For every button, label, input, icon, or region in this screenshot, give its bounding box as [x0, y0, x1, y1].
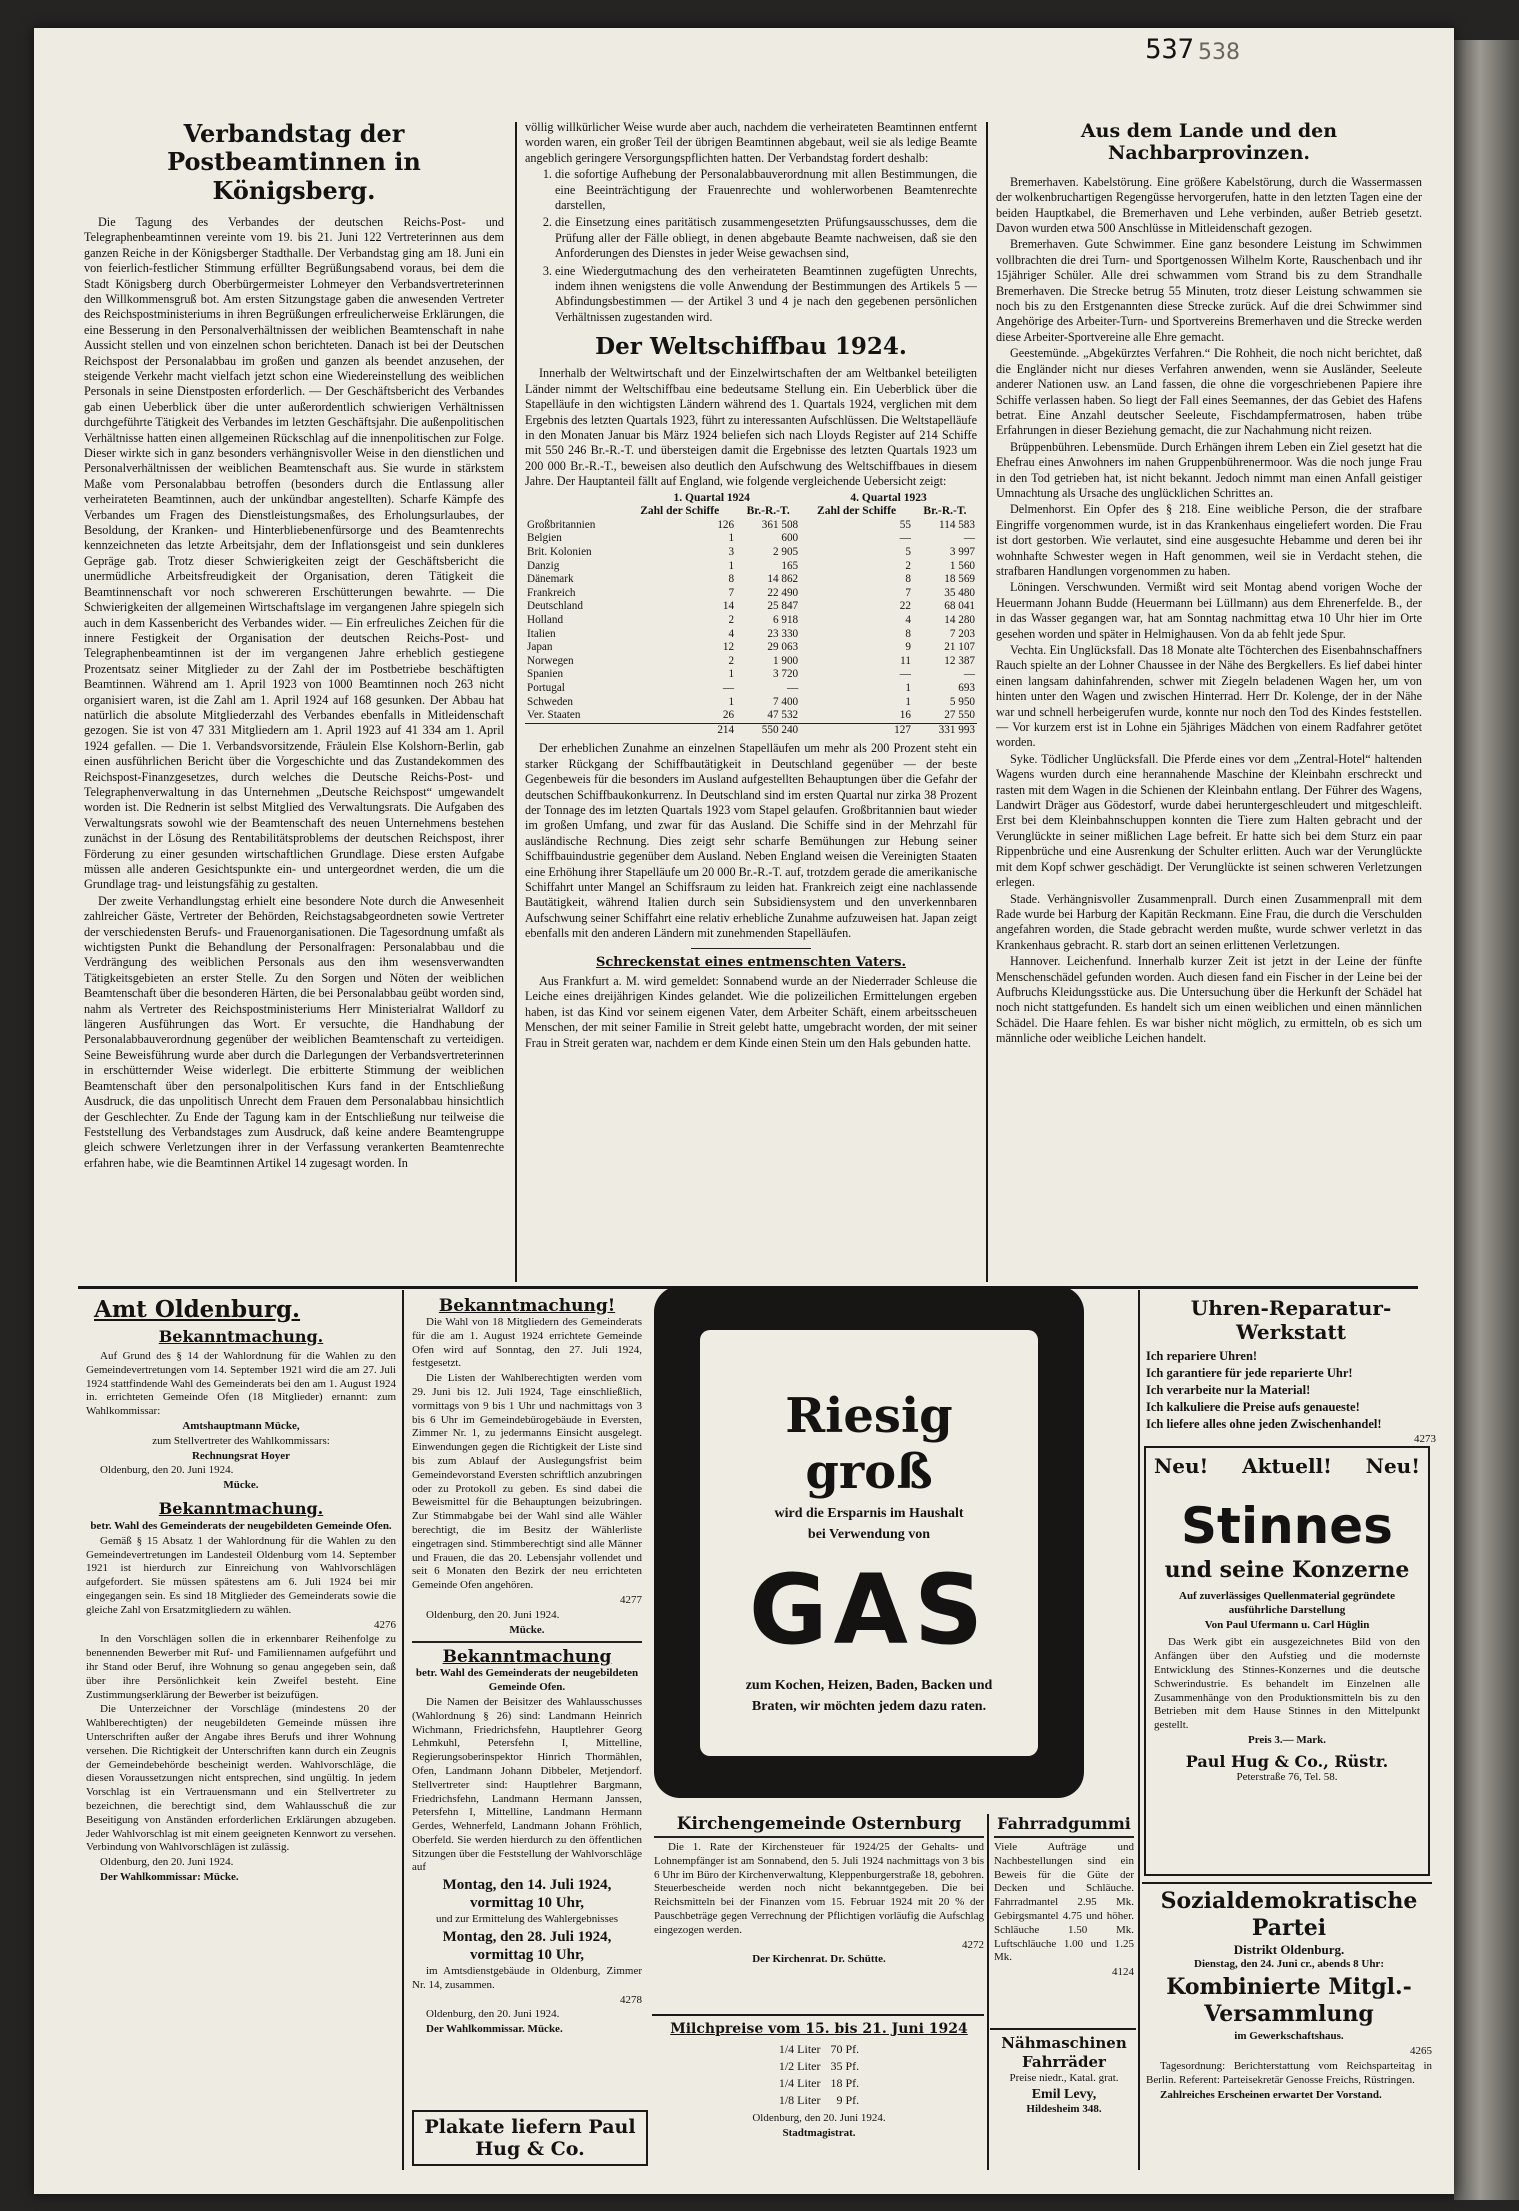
amt-b1-text: Auf Grund des § 14 der Wahlordnung für die Wahlen zu den Gemeindevertretungen vom 14. September 1921 wird die am 27. Juli 1924 stattfindende Wahl des Gemeinderats bei den am 1. August 1924 in. errichteten Gemeinde Ofen (18 Mitglieder) ernannt: zum Wahlkommissar: [86, 1350, 396, 1418]
milch-ad [654, 2020, 984, 2170]
right-article-paragraph: Delmenhorst. Ein Opfer des § 218. Eine weibliche Person, die der strafbare Eingriffe vorgenommen wurde, ist in das Krankenhaus eingeliefert worden. Die Frau ist dort gestorben. Wie verlautet, sind eine ausgesuchte Hebamme und deren bei ihr wohnhafte Schwester wegen in Haft genommen, weil sie in Verdacht stehen, die strafbaren Handlungen vorgenommen zu haben. [996, 502, 1422, 578]
stinnes-neu: Neu! [1365, 1454, 1420, 1478]
stinnes-authors: Von Paul Ufermann u. Carl Hüglin [1204, 1618, 1370, 1631]
table-cell: 22 [899, 600, 911, 613]
table-cell: 25 847 [767, 600, 799, 613]
right-article-paragraph: Hannover. Leichenfund. Innerhalb kurzer Zeit ist jetzt in der Leine der fünfte Menschenschädel gefunden worden. Auch diesen fand ein Fischer in der Leine bei der Aufbruchs Kleidungsstücke aus. Die Untersuchung über die Herkunft der Schädel hat noch nicht stattgefunden. Es handelt sich um einen weiblichen und einen männlichen Schädel. Die Haare fehlen. Es war bisher nicht möglich, zu ermitteln, ob es sich um männliche oder weibliche Leichen handelt. [996, 954, 1422, 1046]
table-cell: 8 [905, 573, 911, 586]
amt-oldenburg [86, 1296, 396, 2166]
table-cell: 18 569 [944, 573, 975, 586]
right-article-paragraph: Syke. Tödlicher Unglücksfall. Die Pferde eines vor dem „Zentral-Hotel“ haltenden Wagens wurden durch eine herannahende Maschine der Kleinbahn erschreckt und rasten mit dem Wagen in die Schienen der Kleinbahn entlang. Der Führer des Wagens, Landwirt Dräger aus Gödestorf, wurde dabei heruntergeschleudert und mitgeschleift. Erst bei dem Kleinbahnschuppen konnten die Tiere zum Halten gebracht und der Verunglückte in seiner mißlichen Lage befreit. Er hatte sich bei dem Sturz ein paar Rippenbrüche und eine Ausrenkung der Schulter erlitten. Auch war der Verunglückte mit dem Kopf schwer geschädigt. Der Verunglückte ist seinen schweren Verletzungen erlegen. [996, 751, 1422, 890]
amt-b2-text: In den Vorschlägen sollen die in erkennbarer Reihenfolge zu benennenden Bewerber mit Ruf- und Familiennamen aufgeführt und ihr Stand oder Beruf, ihre Wohnung so genau angegeben sein, daß über ihre Persönlichkeit kein Zweifel besteht. Eine Zustimmungserklärung der Bewerber ist beizufügen. [86, 1633, 396, 1701]
fahrrad-ad [994, 1814, 1134, 2024]
gas-line: wird die Ersparnis im Haushalt [774, 1506, 964, 1521]
table-cell: Schweden [527, 695, 573, 708]
table-row [775, 2093, 863, 2108]
table-cell: 8 [905, 627, 911, 640]
bekanntmachung-column [412, 1296, 642, 2098]
notice-number: 4276 [374, 1618, 396, 1631]
naeh-name: Emil Levy, [1031, 2086, 1097, 2102]
left-article [84, 120, 504, 1277]
ship-table-col-header: Zahl der Schiffe [640, 505, 720, 518]
table-row [525, 560, 977, 574]
table-cell: 165 [781, 559, 799, 572]
right-article-paragraph: Bremerhaven. Gute Schwimmer. Eine ganz besondere Leistung im Schwimmen vollbrachten die drei Turn- und Sportgenossen Wilhelm Korte, Rauschenbach und ihr 15jähriger Schüler. Alle drei schwammen vom Strand bis zu dem Strandhalle Bremerhaven. Die Strecke betrug 55 Minuten, trotz dieser Leistung schwammen sie noch bis zu den Erstgenannten diese Strecke zurück. Auf die drei Schwimmer sind Angehörige des Arbeiter-Turn- und Sportvereins Bremerhaven und die Strecke werden diese Arbeiter-Sportvereine alle Ehre gemacht. [996, 237, 1422, 344]
table-cell: 35 Pf. [830, 2059, 860, 2073]
demand-item: 1. die sofortige Aufhebung der Personalabbauverordnung mit allen Bestimmungen, die eine Beeinträchtigung der Frauenrechte und wohlerworbenen Beamtenrechte darstellen, [555, 167, 977, 213]
table-row [525, 709, 977, 723]
left-article-paragraph: Der zweite Verhandlungstag erhielt eine besondere Note durch die Anwesenheit zahlreicher Gäste, Vertreter der Behörden, Reichstagsabgeordneten sowie Vertreter der verschiedensten Berufs- und Frauenorganisationen. Die Tagesordnung umfaßt als wichtigsten Punkt die Behandlung der Personalfragen: Personalabbau und die Verdrängung des weiblichen Personals aus den ihm wesensverwandten Tätigkeitsgebieten an erster Stelle. Zu den Sorgen und Nöten der weiblichen Beamtenschaft über die besonderen Härten, die bei Personalabbau geübt worden sind, nahm als Vertreter des Reichspostministeriums Herr Ministerialrat Walldorf zu längeren Ausführungen das Wort. Er versuchte, die Handhabung der Personalabbauverordnung gegenüber der weiblichen Beamtenschaft zu verteidigen. Seine Beweisführung wurde aber durch die Darlegungen der Verbandsvertreterinnen in erschütternder Weise widerlegt. Die erbitterte Stimmung der weiblichen Beamtenschaft über den personalpolitischen Kurs fand in der Entschließung Ausdruck, die das unpolitisch Unrecht dem Frauen dem Personalabbau hinsichtlich der Geschlechter. Zu Ende der Tagung kam in der Entschließung nur teilweise die Feststellung des Verbandstages zum Ausdruck, daß keine andere Beamtengruppe gleich schwere Verletzungen ihrer in der Verfassung verankerten Beamtenrechte erfahren habe, wie die Beamtinnen Artikel 14 zugesagt worden. In [84, 893, 504, 1170]
center-column [525, 120, 977, 1282]
table-row [525, 641, 977, 655]
bek2-date: Oldenburg, den 20. Juni 1924. [426, 1608, 560, 1621]
table-cell: 9 Pf. [836, 2093, 860, 2107]
ship-article-intro: Innerhalb der Weltwirtschaft und der Einzelwirtschaften der am Weltbankel beteiligten Länder nimmt der Weltschiffbau eine bedeutsame Stellung ein. Ein Ueberblick über die Stapelläufe in den wichtigsten Ländern während des 1. Quartals 1924, verglichen mit dem Ergebnis des letzten Quartals 1923, führt zu interessanten Aufschlüssen. Die Weltstapelläufe in den Monaten Januar bis März 1924 beliefen sich nach Lloyds Register auf 214 Schiffe mit 550 246 Br.-R.-T. und übersteigen damit die Ergebnisse des letzten Quartals 1923 um 200 000 Br.-R.-T., beweisen also deutlich den Aufschwung des Weltschiffbaues in diesem Jahre. Der Hauptanteil fällt auf England, wie folgende vergleichende Uebersicht zeigt: [525, 366, 977, 489]
table-cell: 1/8 Liter [778, 2093, 821, 2107]
bek3-title: Bekanntmachung [442, 1647, 612, 1668]
table-cell: 11 [900, 654, 911, 667]
table-cell: 2 [905, 559, 911, 572]
right-article-body [996, 175, 1422, 1047]
table-cell: 3 720 [772, 668, 799, 681]
page-number-pencil: 538 [1198, 40, 1240, 65]
left-article-paragraph: Die Tagung des Verbandes der deutschen Reichs-Post- und Telegraphenbeamtinnen vereinte vom 19. bis 21. Juni 122 Vertreterinnen aus dem ganzen Reiche in der Königsberger Stadthalle. Der Verbandstag ging am 18. Juni ein von feierlich-festlicher Stimmung erfüllter Begrüßungsabend voraus, bei dem die Stadt Königsberg durch Oberbürgermeister Lohmeyer den Verbandsvertreterinnen den Willkommensgruß bot. Am ersten Sitzungstage gaben die anwesenden Vertreter des Reichspostministeriums in ihren Begrüßungen erfreulicherweise Erklärungen, die eine Besserung in den Personalverhältnissen der weiblichen Beamtenschaft in nahe Aussicht stellen und von einzelnen schon berichteten. Danach ist bei der Deutschen Reichspost der Personalabbau im großen und ganzen als beendet anzusehen, der steigende Verkehr macht vielfach jetzt schon eine Wiedereinstellung des weiblichen Personals in seine Dienstposten erforderlich. — Der Geschäftsbericht des Verbandes gab einen Ueberblick über die unter außerordentlich schwierigen Verhältnissen durchgeführte Tätigkeit des Verbandes im letzten Geschäftsjahr. Die außenpolitischen Verhältnisse hatten einen allgemeinen Rückschlag auf die innenpolitischen zur Folge. Dieser wirkte sich in ganz besonders verhängnisvoller Weise in den dienstlichen und Personalverhältnissen der weiblichen Beamtenschaft aus. Sie wurde in stärkstem Maße vom Personalabbau betroffen (besonders durch die Entlassung aller verheirateten Beamtinnen, auch der unkündbar angestellten). Scharfe Kämpfe des Verbandes um Fragen des Dienstleistungsmaßes, des Erholungsurlaubes, der Besoldung, der Kranken- und Hinterbliebenenfürsorge und des Beamtenrechts kennzeichneten das letzte Arbeitsjahr, dem der Inflationsgeist und sein dunkleres Gepräge gab. Trotz dieser Schwierigkeiten zeigt der Geschäftsbericht die unermüdliche Arbeitsfreudigkeit der Organisation, deren Tätigkeit die Beamtinnenschaft vor noch schwereren Erschütterungen bewahrte. — Die Schwierigkeiten der allgemeinen Wirtschaftslage im vergangenen Jahre spiegeln sich auch in dem Kassenbericht des Verbandes wider. — Ein erfreuliches Zeichen für die innere Festigkeit der Organisation der deutschen Reichs-Post- und Telegraphenbeamtinnen ist der im vergangenen Jahre erheblich gestiegene Prozentsatz seiner Mitglieder zu der Zahl der im Postbetriebe beschäftigten Beamtinnen. Während am 1. April 1923 von 1000 Beamtinnen noch 263 nicht organisiert waren, ist die Zahl am 1. April 1924 auf 168 gesunken. Der Abbau hat natürlich die absolute Mitgliederzahl des Verbandes ebenfalls in Mitleidenschaft gezogen. Sie ist von 47 331 Mitgliedern am 1. April 1923 auf 41 334 am 1. April 1924 gefallen. — Die 1. Verbandsvorsitzende, Fräulein Else Kolshorn-Berlin, gab einen ausführlichen Bericht über die Vorgeschichte und das Zustandekommen des Reichspost-Finanzgesetzes, durch welches die Deutsche Reichs-Post- und Telegraphenverwaltung in das Unternehmen „Deutsche Reichspost“ umgewandelt worden ist. Die Rednerin ist selbst Mitglied des Verwaltungsrats. Die Aufgaben des Verwaltungsrats sowohl wie der Beamtenschaft des neuen Unternehmens bestehen zunächst in der Lösung des Rentabilitätsproblems der deutschen Reichspost, ihrer Förderung zu einer gesunden wirtschaftlichen Grundlage. Diese ersten Aufgabe müssen alle anderen Gesichtspunkte ein- und untergeordnet werden, die um die Grundlage trag- und leistungsfähig zu gestalten. [84, 214, 504, 892]
table-cell: 3 997 [949, 546, 975, 559]
table-row [775, 2076, 863, 2091]
stinnes-firm: Paul Hug & Co., Rüstr. [1185, 1751, 1389, 1771]
table-cell: 18 Pf. [830, 2076, 860, 2090]
notice-number: 4124 [1112, 1966, 1134, 1979]
ship-table-quarter-header: 1. Quartal 1924 [673, 491, 750, 504]
gas-ad [654, 1286, 1084, 1798]
bek3-date: Oldenburg, den 20. Juni 1924. [426, 2008, 560, 2021]
table-cell: 21 107 [944, 641, 975, 654]
notice-number: 4278 [620, 1993, 642, 2006]
table-cell: Großbritannien [527, 518, 596, 531]
amt-b1-title: Bekanntmachung. [158, 1327, 324, 1346]
left-article-title: Verbandstag der Postbeamtinnen in Königsberg. [167, 120, 421, 205]
table-cell: 1/4 Liter [778, 2042, 821, 2056]
sozi-title: Sozialdemokratische Partei [1160, 1888, 1418, 1941]
ads-divider [652, 2014, 984, 2016]
bek3-text: Die Namen der Beisitzer des Wahlausschusses (Wahlordnung § 26) sind: Landmann Heinrich Wichmann, Friedrichsfehn, Hauptlehrer Georg Lehmkuhl, Petersfehn I, Mittelline, Regierungsoberinspektor Hinrich Thormählen, Ofen, Landmann Johann Dibbeler, Metjendorf. Stellvertreter sind: Hauptlehrer Bargmann, Friedrichsfehn, Landmann Hermann Janssen, Petersfehn I, Mittelline, Landmann Hermann Gerdes, Wehnerfeld, Landmann Johann Fröhlich, Oberfeld. Sie werden hierdurch zu den öffentlichen Sitzungen über die Feststellung der Wahlvorschläge auf [412, 1695, 642, 1874]
bek3-when: Montag, den 14. Juli 1924, vormittag 10 Uhr, [442, 1877, 612, 1912]
amt-header: Amt Oldenburg. [94, 1296, 301, 1323]
ship-article-title: Der Weltschiffbau 1924. [595, 333, 907, 361]
stinnes-ad [1144, 1446, 1430, 1876]
table-cell: 361 508 [761, 518, 799, 531]
table-cell: 693 [958, 681, 975, 694]
ship-table-totals [525, 723, 977, 737]
bek3-when: Montag, den 28. Juli 1924, vormittag 10 Uhr, [442, 1929, 612, 1964]
amt-b1-role: Amtshauptmann Mücke, [182, 1419, 300, 1432]
table-cell: 2 [728, 654, 735, 667]
column-rule [986, 122, 988, 1282]
table-cell: 600 [781, 532, 799, 545]
demand-item: 3. eine Wiedergutmachung des den verheirateten Beamtinnen zugefügten Unrechts, indem ihnen wenigstens die volle Anwendung der Bestimmungen des Artikels 5 — Abfindungsbestimmen — der Artikel 3 und 4 je nach den gegebenen persönlichen Verhältnissen zugestanden wird. [555, 264, 977, 326]
table-cell: Belgien [527, 532, 562, 545]
sozi-place: im Gewerkschaftshaus. [1234, 2030, 1344, 2043]
uhren-ad [1146, 1296, 1436, 1446]
table-cell: — [786, 681, 799, 694]
table-cell: Holland [527, 614, 564, 626]
table-cell: Portugal [527, 681, 565, 694]
table-row [525, 655, 977, 669]
uhren-lines [1146, 1348, 1436, 1432]
page-number: 537 [1145, 34, 1194, 65]
table-cell: 7 [728, 586, 735, 599]
table-cell: 1 [728, 668, 735, 681]
gas-word: GAS [748, 1554, 990, 1666]
column-rule [987, 1814, 989, 2170]
table-cell: 126 [717, 518, 735, 531]
table-cell: 1 [728, 559, 735, 572]
crime-article-text: Aus Frankfurt a. M. wird gemeldet: Sonnabend wurde an der Niederrader Schleuse die Leiche eines dreijährigen Kindes gelandet. Wie die polizeilichen Ermittelungen ergeben haben, ist das Kind vor seinem eigenen Vater, dem Arbeiter Schäft, einem arbeitsscheuen Menschen, der mit seiner Familie in Streit gelebt hatte, umgebracht worden, der mit seiner Frau in Streit geraten war, nachdem er dem Kinde einen Stein um den Hals gebunden hatte. [525, 973, 977, 1050]
table-cell: 1 900 [772, 654, 799, 667]
center-top-paragraph: völlig willkürlicher Weise wurde aber auch, nachdem die verheirateten Beamtinnen entfernt worden waren, ein großer Teil der übrigen Beamtinnen abgebaut, weil sie als ledige Beamte angeblich geringere Versorgungspflichten hatten. Der Verbandstag fordert deshalb: [525, 120, 977, 165]
table-cell: — [899, 668, 911, 681]
plakate-ad [412, 2110, 648, 2166]
table-cell: Ver. Staaten [527, 709, 581, 722]
table-row [525, 682, 977, 696]
bek2-sign: Mücke. [509, 1623, 545, 1636]
bek2-title: Bekanntmachung! [438, 1296, 616, 1316]
right-article-paragraph: Löningen. Verschwunden. Vermißt wird seit Montag abend vorigen Woche der Heuermann Johann Budde (Heuermann bei Lüllmann) aus dem Ehrenerfelde. B., der in das Wasser gegangen war, hat am Sonntag nachmittag etwa 10 Uhr hier im Orte gesehen worden und später in Helmighausen. Von da ab fehlt jede Spur. [996, 580, 1422, 641]
table-cell: 331 993 [913, 723, 977, 737]
table-cell: 7 [905, 586, 911, 599]
bek3-mid: und zur Ermittelung des Wahlergebnisses [435, 1913, 618, 1926]
table-cell: 2 905 [772, 546, 799, 559]
table-cell: 1/2 Liter [778, 2059, 821, 2073]
table-cell: 4 [728, 627, 735, 640]
sozi-text: Tagesordnung: Berichterstattung vom Reichsparteitag in Berlin. Referent: Parteisekretär Genosse Freichs, Rüstringen. [1146, 2059, 1432, 2086]
table-cell: Danzig [527, 559, 560, 572]
gas-headline: Riesig groß [785, 1388, 953, 1500]
uhren-line: Ich kalkuliere die Preise aufs genaueste! [1146, 1400, 1360, 1414]
notice-number: 4277 [620, 1593, 642, 1606]
uhren-line: Ich verarbeite nur la Material! [1146, 1383, 1311, 1397]
bek3-sub: betr. Wahl des Gemeinderats der neugebildeten Gemeinde Ofen. [415, 1667, 639, 1694]
table-row [525, 668, 977, 682]
demand-list [555, 167, 977, 325]
fahrrad-title: Fahrradgummi [994, 1814, 1134, 1838]
table-cell: 1/4 Liter [778, 2076, 821, 2090]
table-cell: 70 Pf. [830, 2042, 860, 2056]
table-cell: 7 203 [949, 627, 975, 640]
sozi-headline: Kombinierte Mitgl.-Versammlung [1166, 1974, 1412, 2028]
notice-number: 4272 [962, 1938, 984, 1951]
gas-line: bei Verwendung von [807, 1527, 931, 1542]
table-cell: Norwegen [527, 654, 574, 667]
kirche-title: Kirchengemeinde Osternburg [654, 1814, 984, 1838]
column-rule [515, 122, 517, 1282]
table-cell: 55 [899, 518, 911, 531]
right-article-paragraph: Geestemünde. „Abgekürztes Verfahren.“ Die Rohheit, die noch nicht berichtet, daß die Engländer nicht nur dieses Verfahren anwenden, wenn sie Ausländer, Seeleute anderer Nationen usw. an Land fassen, die ohne die vorgeschriebenen Papiere ihre Schiffe verlassen haben. So liegt der Fall eines Seemannes, der das Gebiet des Hafens betrat. Eine Anzahl deutscher Seeleute, Fischdampfermatrosen, haben trübe Erfahrungen in dieser Beziehung gemacht, die zur Nachahmung nicht reizen. [996, 346, 1422, 438]
demand-item: 2. die Einsetzung eines paritätisch zusammengesetzten Prüfungsausschusses, dem die Prüfung aller der Fälle obliegt, in denen abgebaute Beamte nachweisen, daß sie den Anforderungen des Dienstes in jeder Weise gewachsen sind, [555, 215, 977, 261]
table-cell: Brit. Kolonien [527, 546, 592, 559]
table-cell: 22 490 [767, 586, 799, 599]
table-row [525, 696, 977, 710]
ship-table [525, 492, 977, 738]
column-rule [1138, 1290, 1140, 2170]
table-cell: 3 [728, 546, 735, 559]
fahrrad-text: Viele Aufträge und Nachbestellungen sind ein Beweis für die Güte der Decken und Schläuche. Fahrradmantel 2.95 Mk. Gebirgsmantel 4.75 und höher. Schläuche 1.50 Mk. Luftschläuche 1.00 und 1.25 Mk. [994, 1841, 1134, 1964]
uhren-line: Ich repariere Uhren! [1146, 1349, 1258, 1363]
table-cell: 14 [722, 600, 735, 613]
bek3-sign: Der Wahlkommissar. Mücke. [426, 2023, 563, 2036]
notice-number: 4273 [1414, 1433, 1436, 1445]
amt-b2-text: Gemäß § 15 Absatz 1 der Wahlordnung für die Wahlen zu den Gemeindevertretungen im Landesteil Oldenburg vom 14. September 1921 ist hierdurch zur Einreichung von Wahlvorschlägen aufgefordert. Sie müssen spätestens am 6. Juli 1924 bei mir eingegangen sein. Es sind 18 Mitglieder des Gemeinderats sowie die gleiche Zahl von Ersatzmitgliedern zu wählen. [86, 1534, 396, 1616]
amt-b2-date: Oldenburg, den 20. Juni 1924. [100, 1856, 234, 1869]
kirche-text: Die 1. Rate der Kirchensteuer für 1924/25 der Gehalts- und Lohnempfänger ist am Sonnabend, den 5. Juli 1924 nachmittags von 3 bis 6 Uhr im Büro der Kirchenverwaltung, Kleppenburgerstraße 18, gebohren. Steuerbescheide werden noch nicht bekanntgegeben. Die bei Reichsmitteln bei der Finanzen vom 15. Februar 1924 mit 20 % der Pauschbeträge gegen Verrechnung der Pflichtigen vorläufig die Aufschlag eingezogen werden. [654, 1841, 984, 1936]
naeh-ad [994, 2034, 1134, 2168]
uhren-line: Ich garantiere für jede reparierte Uhr! [1146, 1366, 1353, 1380]
table-row [775, 2042, 863, 2057]
ship-table-body [525, 519, 977, 723]
table-cell: 5 [905, 546, 911, 559]
table-row [525, 628, 977, 642]
table-cell [525, 723, 623, 737]
table-cell: 1 [905, 681, 911, 694]
stinnes-addr: Peterstraße 76, Tel. 58. [1236, 1770, 1338, 1783]
ship-table-quarter-header: 4. Quartal 1923 [850, 491, 927, 504]
table-cell: 4 [905, 614, 911, 626]
stinnes-subtitle: und seine Konzerne [1164, 1557, 1410, 1583]
table-cell: 2 [728, 614, 735, 626]
milch-date: Oldenburg, den 20. Juni 1924. [752, 2112, 886, 2124]
table-cell: Dänemark [527, 573, 574, 586]
table-cell: 8 [728, 573, 735, 586]
table-cell: 12 [722, 641, 735, 654]
stinnes-banner [1154, 1454, 1420, 1478]
table-row [525, 546, 977, 560]
right-article-paragraph: Stade. Verhängnisvoller Zusammenprall. Durch einen Zusammenprall mit dem Rade wurde bei Harburg der Kapitän Reckmann. Eine Frau, die durch die Verschulden angefahren worden, die Stade gebracht werden mußte, wurde schwer verletzt in das Krankenhaus gebracht. R. starb dort an seinen erlittenen Verletzungen. [996, 891, 1422, 952]
table-cell: 1 [905, 695, 911, 708]
amt-b2-title: Bekanntmachung. [158, 1498, 324, 1518]
table-cell: 35 480 [944, 586, 975, 599]
table-cell: 127 [800, 723, 913, 737]
table-cell: 1 560 [949, 559, 975, 572]
table-row [525, 573, 977, 587]
stinnes-aktuell: Aktuell! [1242, 1454, 1332, 1478]
amt-b1-date: Oldenburg, den 20. Juni 1924. [100, 1464, 234, 1477]
column-rule [402, 1290, 404, 2170]
stinnes-title: Stinnes [1181, 1497, 1393, 1555]
table-cell: 47 532 [767, 709, 799, 722]
amt-b2-text: Die Unterzeichner der Vorschläge (mindestens 20 der Wahlberechtigten) der neugebildeten Gemeinde müssen ihre Unterschriften außer der Angabe ihres Berufs und ihrer Wohnung versehen. Die Richtigkeit der Unterschriften kann durch ein Zeugnis der Gemeindebehörde bescheinigt werden. Wahlvorschläge, die diesen Voraussetzungen nicht entsprechen, sind ungültig. In jedem Vorschlag ist ein Vertrauensmann und ein Stellvertreter zu bezeichnen, die berechtigt sind, dem Wahlausschuß die zur Beseitigung von Anständen erforderlichen Erklärungen abzugeben. Jeder Wahlvorschlag ist mit einem geeigneten Kennwort zu versehen. Verbindung von Wahlvorschlägen ist zulässig. [86, 1703, 396, 1854]
uhren-title: Uhren-Reparatur-Werkstatt [1190, 1296, 1392, 1344]
bek3-place: im Amtsdienstgebäude in Oldenburg, Zimmer Nr. 14, zusammen. [412, 1965, 642, 1991]
amt-b2-sign: Der Wahlkommissar: Mücke. [100, 1870, 239, 1883]
table-cell: 14 862 [767, 573, 799, 586]
book-spine [1454, 40, 1519, 2200]
bek2-text: Die Listen der Wahlberechtigten werden vom 29. Juni bis 12. Juli 1924, Tage einschließlich, vormittags von 9 bis 1 Uhr und nachmittags von 3 bis 6 Uhr im Gemeindebürogebäude in Eversten, Zimmer Nr. 1, zu jedermanns Einsicht ausgelegt. Einwendungen gegen die Richtigkeit der Liste sind bis zum Ablauf der Auslegungsfrist beim Gemeindevorstand Eversten schriftlich anzubringen oder zu Protokoll zu geben. Es sind dabei die Beweismittel für die Behauptungen beizubringen. Zur Stimmabgabe bei der Wahl sind alle Wähler berechtigt, die im Besitz der Wählerliste eingetragen sind. Stimmberechtigt sind alle Männer und Frauen, die das 20. Lebensjahr vollendet und seit 6 Monaten den Bezirk der neu errichteten Gemeinde Ofen angehören. [412, 1372, 642, 1592]
stinnes-desc: Auf zuverlässiges Quellenmaterial gegründete ausführliche Darstellung [1179, 1590, 1395, 1616]
table-cell: Spanien [527, 668, 564, 681]
kirche-sign: Der Kirchenrat. Dr. Schütte. [752, 1953, 886, 1966]
table-cell: 1 [728, 532, 735, 545]
sozi-closing: Zahlreiches Erscheinen erwartet Der Vorstand. [1160, 2089, 1382, 2102]
amt-b1-role: Rechnungsrat Hoyer [191, 1449, 291, 1462]
table-row [525, 519, 977, 533]
table-row [525, 600, 977, 614]
table-cell: 26 [722, 709, 735, 722]
table-cell: 6 918 [772, 614, 799, 626]
table-cell: 27 550 [944, 709, 975, 722]
milch-table-body [775, 2042, 863, 2108]
stinnes-price: Preis 3.— Mark. [1247, 1733, 1326, 1746]
right-article-paragraph: Bremerhaven. Kabelstörung. Eine größere Kabelstörung, durch die Wassermassen der wolkenbruchartigen Regengüsse hervorgerufen, hatte in den letzten Tagen eine der beiden Hauptkabel, die Bremerhaven und Lehe verbinden, außer Betrieb gesetzt. Davon wurden etwa 500 Anschlüsse in Mitleidenschaft gezogen. [996, 174, 1422, 236]
table-cell: — [899, 532, 911, 545]
plakate-text: Plakate liefern Paul Hug & Co. [424, 2116, 636, 2160]
amt-b2-sub: betr. Wahl des Gemeinderats der neugebildeten Gemeinde Ofen. [90, 1519, 392, 1532]
milch-table [773, 2040, 865, 2110]
newspaper-page [34, 28, 1454, 2194]
table-cell: 23 330 [767, 627, 799, 640]
table-row [775, 2059, 863, 2074]
right-article-title: Aus dem Lande und den Nachbarprovinzen. [1080, 120, 1338, 165]
table-cell: 114 583 [939, 518, 975, 531]
milch-title: Milchpreise vom 15. bis 21. Juni 1924 [670, 2021, 968, 2037]
gas-line: zum Kochen, Heizen, Baden, Backen und Braten, wir möchten jedem dazu raten. [745, 1678, 993, 1714]
stinnes-neu: Neu! [1154, 1454, 1209, 1478]
table-cell: 12 387 [944, 654, 975, 667]
uhren-line: Ich liefere alles ohne jeden Zwischenhandel! [1146, 1417, 1382, 1431]
crime-article-title: Schreckenstat eines entmenschten Vaters. [595, 954, 906, 970]
table-row [525, 587, 977, 601]
table-row [525, 532, 977, 546]
table-row [525, 614, 977, 628]
naeh-title: Nähmaschinen Fahrräder [1001, 2034, 1127, 2071]
table-cell: Deutschland [527, 600, 583, 613]
sozi-sub: Distrikt Oldenburg. [1233, 1942, 1345, 1957]
amt-b1-sign: Mücke. [223, 1479, 259, 1492]
right-article-paragraph: Brüppenbühren. Lebensmüde. Durch Erhängen ihrem Leben ein Ziel gesetzt hat die Ehefrau eines Anwohners im nahen Gruppenbührenermoor. Was die noch junge Frau in den Tod getrieben hat, ist nicht bekannt. Jedoch nimmt man einen Anfall geistiger Umnachtung als Ursache des unglücklichen Schrittes an. [996, 439, 1422, 500]
table-cell: 7 400 [772, 695, 799, 708]
bek2-text: Die Wahl von 18 Mitgliedern des Gemeinderats für die am 1. August 1924 errichtete Gemeinde Ofen wird auf Sonntag, den 27. Juli 1924, festgesetzt. [412, 1316, 642, 1370]
ship-table-col-header: Zahl der Schiffe [817, 505, 897, 518]
amt-b1-role: zum Stellvertreter des Wahlkommissars: [152, 1434, 330, 1447]
naeh-text: Preise niedr., Katal. grat. [1009, 2072, 1119, 2084]
table-cell: Japan [527, 641, 553, 654]
table-cell: 29 063 [767, 641, 799, 654]
ship-article-outro: Der erheblichen Zunahme an einzelnen Stapelläufen um mehr als 200 Prozent steht ein starker Rückgang der Schiffbautätigkeit in Deutschland gegenüber — der beste Gegenbeweis für die besonders im Ausland aufgestellten Behauptungen über die Gefahr der deutschen Schiffbaukonkurrenz. In Deutschland sind im ersten Quartal nur zirka 38 Prozent der Tonnage des im letzten Quartals 1923 vom Stapel gelaufen. Großbritannien baut wieder im großen Umfang, und zwar für das Ausland. Die Schiffe sind in der Mehrzahl für ausländische Rechnung. Dies zeigt sehr scharfe Bemühungen zur Hebung seiner Schiffbauindustrie gegenüber dem Ausland. Neben England weisen die Vereinigten Staaten eine Erhöhung ihrer Stapelläufe um 20 000 Br.-R.-T. auf, trotzdem gerade die amerikanische Schiffahrt unter Mangel an Schiffsraum zu leiden hat. Frankreich zeigt eine nachlassende Bautätigkeit, während Italien durch sein Subsidiensystem und den unverkennbaren Aufschwung seiner Schiffahrt eine relativ erhebliche Zunahme aufzuweisen hat. Japan zeigt ebenfalls mit den anderen Ländern mit zunehmenden Stapelläufen. [525, 741, 977, 941]
table-cell: Frankreich [527, 586, 576, 599]
table-cell: 9 [905, 641, 911, 654]
table-cell: 1 [728, 695, 735, 708]
table-cell: 550 240 [736, 723, 800, 737]
table-cell: 68 041 [944, 600, 975, 613]
table-cell: — [963, 668, 975, 681]
sozi-ad [1146, 1888, 1432, 2170]
right-article-paragraph: Vechta. Ein Unglücksfall. Das 18 Monate alte Töchterchen des Eisenbahnschaffners Rauch spielte an der Lohner Chaussee in der Nähe des Bergkellers. Es lief dabei hinter einen langsam dahinfahrenden, schwer mit Ziegeln beladenen Wagen her, um von hinten unter den Wagen und zwischen Hinterrad. Herr Dr. Kolenge, der in der Nähe war und schnell herbeigerufen wurde, konnte nur noch den Tod des Kindes feststellen. — Vor kurzem erst ist in Lohne ein 5jähriges Mädchen von einem Radfahrer getötet worden. [996, 643, 1422, 750]
sozi-date: Dienstag, den 24. Juni cr., abends 8 Uhr: [1194, 1958, 1384, 1971]
milch-sign: Stadtmagistrat. [782, 2126, 856, 2139]
ship-table-col-header: Br.-R.-T. [746, 505, 790, 518]
table-cell: — [722, 681, 735, 694]
table-cell: 14 280 [944, 614, 975, 626]
naeh-addr: Hildesheim 348. [1026, 2103, 1102, 2116]
table-cell: 5 950 [949, 695, 975, 708]
table-cell: 214 [623, 723, 736, 737]
table-cell: — [963, 532, 975, 545]
ship-table-col-header: Br.-R.-T. [923, 505, 967, 518]
table-cell: 16 [899, 709, 911, 722]
table-cell: Italien [527, 627, 556, 640]
notice-number: 4265 [1410, 2045, 1432, 2057]
ads-divider [990, 2028, 1136, 2030]
gas-ad-panel [700, 1330, 1038, 1756]
kirche-ad [654, 1814, 984, 2010]
stinnes-text: Das Werk gibt ein ausgezeichnetes Bild von den Anfängen über den Aufstieg und die modernste Entwicklung des Stinnes-Konzernes und die deutsche Schwerindustrie. Es behandelt im Einzelnen alle Zusammenhänge von den Produktionsmitteln bis zu den Betrieben mit dem Hause Stinnes in den Mittelpunkt gestellt. [1154, 1636, 1420, 1732]
ads-divider [1142, 1882, 1432, 1884]
right-article [996, 120, 1422, 1280]
